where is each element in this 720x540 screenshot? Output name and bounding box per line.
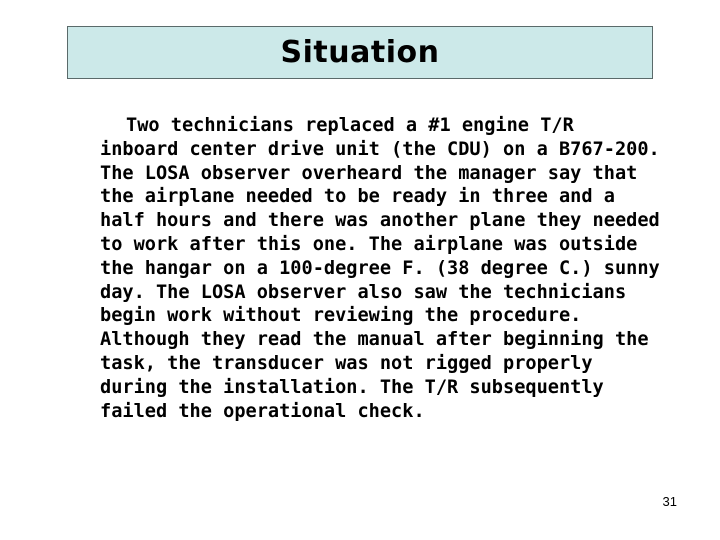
slide-title: Situation	[280, 35, 440, 70]
situation-paragraph: Two technicians replaced a #1 engine T/R inboard center drive unit (the CDU) on a B767-200. The LOSA observer overheard the manager say that the airplane needed to be ready in three and a half hours and there was another plane they needed to work after this one. The airplane was outside the hangar on a 100-degree F. (38 degree C.) sunny day. The LOSA observer also saw the technicians begin work without reviewing the procedure. Although they read the manual after beginning the task, the transducer was not rigged properly during the installation. The T/R subsequently failed the operational check.	[100, 115, 660, 422]
page-number: 31	[662, 494, 677, 509]
title-box	[67, 26, 653, 79]
